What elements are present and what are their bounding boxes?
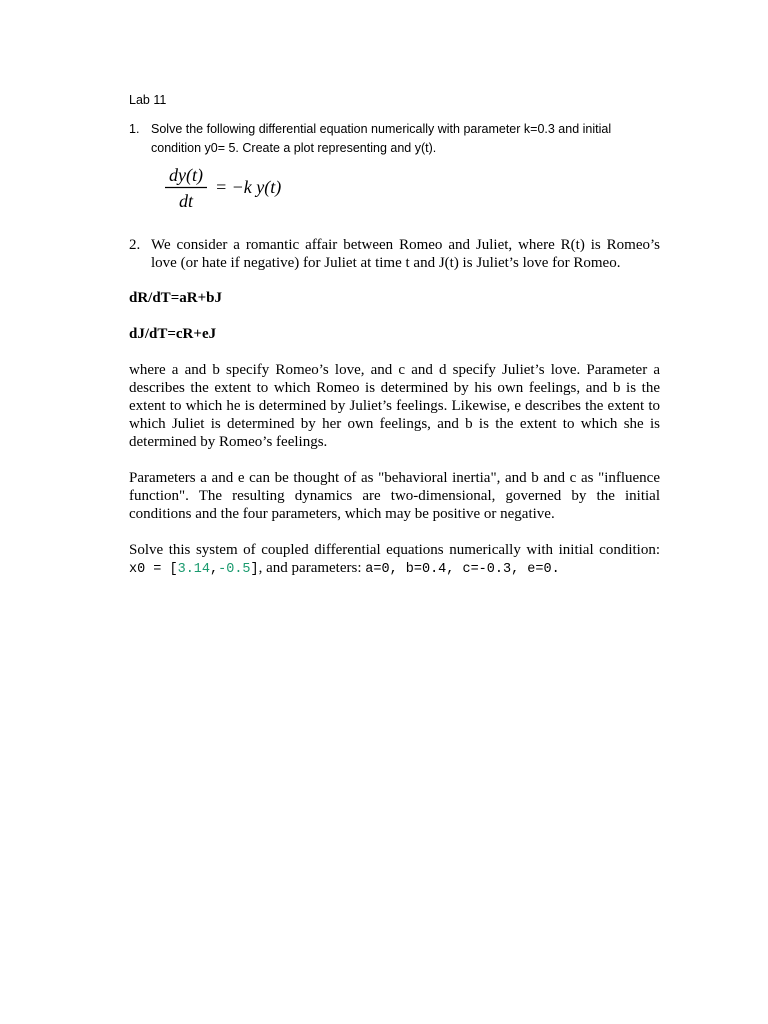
list-item-1-text: Solve the following differential equation numerically with parameter k=0.3 and initial condition y0= 5. Create a plot representing and y(t). xyxy=(151,122,612,155)
paragraph-instructions xyxy=(129,541,660,579)
list-item-2-text: We consider a romantic affair between Romeo and Juliet, where R(t) is Romeo’s love (or hate if negative) for Juliet at time t and J(t) is Juliet’s love for Romeo. xyxy=(151,237,660,271)
equation-denominator: dt xyxy=(178,191,194,211)
list-item-1 xyxy=(129,120,660,213)
document-content xyxy=(129,92,660,579)
equation-graphic xyxy=(165,161,325,213)
paragraph-dynamics: Parameters a and e can be thought of as "behavioral inertia", and b and c as "influence function". The resulting dynamics are two-dimensional, governed by the initial conditions and the four parameters, which may be positive or negative. xyxy=(129,470,660,522)
code-parameters: a=0, b=0.4, c=-0.3, e=0. xyxy=(365,562,560,577)
code-value-2: -0.5 xyxy=(218,562,251,577)
list-item-1-number: 1. xyxy=(129,122,140,136)
differential-equation xyxy=(165,161,660,213)
equation-rhs: = −k y(t) xyxy=(215,177,282,197)
equation-romeo: dR/dT=aR+bJ xyxy=(129,290,222,306)
instruction-mid: , and parameters: xyxy=(258,560,366,576)
lab-title: Lab 11 xyxy=(129,93,167,107)
list-item-2-number: 2. xyxy=(129,237,141,253)
equation-numerator: dy(t) xyxy=(169,165,203,185)
code-x0-suffix: ] xyxy=(250,562,259,577)
list-item-1-body xyxy=(151,120,660,213)
equation-juliet: dJ/dT=cR+eJ xyxy=(129,326,217,342)
code-comma: , xyxy=(210,562,219,577)
code-value-1: 3.14 xyxy=(177,562,211,577)
code-x0-prefix: x0 = [ xyxy=(129,562,178,577)
instruction-lead: Solve this system of coupled differential equations numerically with initial condition: xyxy=(129,542,660,558)
list-item-2 xyxy=(129,236,660,272)
paragraph-parameters: where a and b specify Romeo’s love, and c and d specify Juliet’s love. Parameter a describes the extent to which Romeo is determined by his own feelings, and b is the extent to which he is determined by Juliet’s feelings. Likewise, e describes the extent to which Juliet is determined by her own feelings, and b is the extent to which she is determined by Romeo’s feelings. xyxy=(129,362,660,450)
